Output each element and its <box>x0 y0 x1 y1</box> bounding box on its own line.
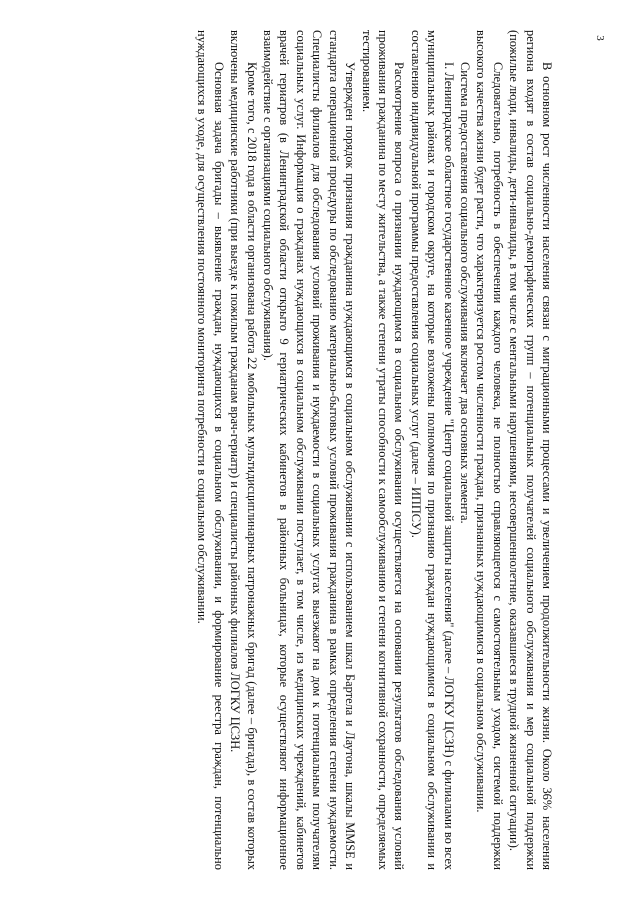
paragraph: I. Ленинградское областное государственное казенное учреждение "Центр социальной защиты населения" (далее – ЛОГКУ ЦСЗН) с филиалами во всех муниципальных районах и городском округе, на которые возложены полномочия по признанию граждан нуждающимися в социальном обслуживании и составлению индивидуальной программы предоставления социальных услуг (далее – ИППСУ). <box>408 30 456 870</box>
paragraph: Кроме того, с 2018 года в области организована работа 22 мобильных мультидисциплинарных патронажных бригад (далее – бригада), в состав которых включены медицинские работники (при выезде к пожилым гражданам врач-гериатр) и специалисты районных филиалов ЛОГКУ ЦСЗН. <box>228 30 259 870</box>
page-number: 3 <box>594 35 606 41</box>
document-body <box>70 30 555 870</box>
paragraph: Система предоставления социального обслуживания включает два основных элемента. <box>457 62 472 524</box>
paragraph: В основном рост численности населения связан с миграционными процессами и увеличением продолжительности жизни. Около 36% населения региона входят в состав социально-демографических групп – потенциальных получателей социального обслуживания и мер социальной поддержки (пожилые люди, инвалиды, дети-инвалиды, в том числе с ментальными нарушениями, несовершеннолетние, оказавшиеся в трудной жизненной ситуации). <box>507 30 554 870</box>
paragraph: Утвержден порядок признания гражданина нуждающимся в социальном обслуживании с использованием шкал Бартела и Лаутона, шкалы MMSE и стандарта операционной процедуры по обследованию материально-бытовых условий проживания гражданина в рамках определения степени нуждаемости. Специалисты филиалов для обследования условий проживания и нуждаемости в социальных услугах выезжают на дом к потенциальным получателям социальных услуг. Информация о гражданах нуждающихся в социальном обслуживании поступает, в том числе, из медицинских учреждений, кабинетов врачей гериатров (в Ленинградской области открыто 9 гериатрических кабинетов в районных больницах, которые осуществляют информационное взаимодействие с организациями социального обслуживания). <box>261 30 358 870</box>
paragraph: Основная задача бригады – выявление граждан, нуждающихся в социальном обслуживании, и формирование реестра граждан, потенциально нуждающихся в уходе, для осуществления постоянного мониторинга потребности в социальном обслуживании. <box>195 30 226 870</box>
paragraph: Рассмотрение вопроса о признании нуждающимся в социальном обслуживании осуществляется на основании результатов обследования условий проживания гражданина по месту жительства, а также степени утраты способности к самообслуживанию и степени когнитивной сохранности, определяемых тестированием. <box>359 30 407 870</box>
paragraph: Следовательно, потребность в обеспечении каждого человека, не полностью справляющегося с самостоятельным уходом, системой поддержки высокого качества жизни будет расти, что характеризуется ростом численности граждан, признанных нуждающимися в социальном обслуживании. <box>474 30 505 870</box>
